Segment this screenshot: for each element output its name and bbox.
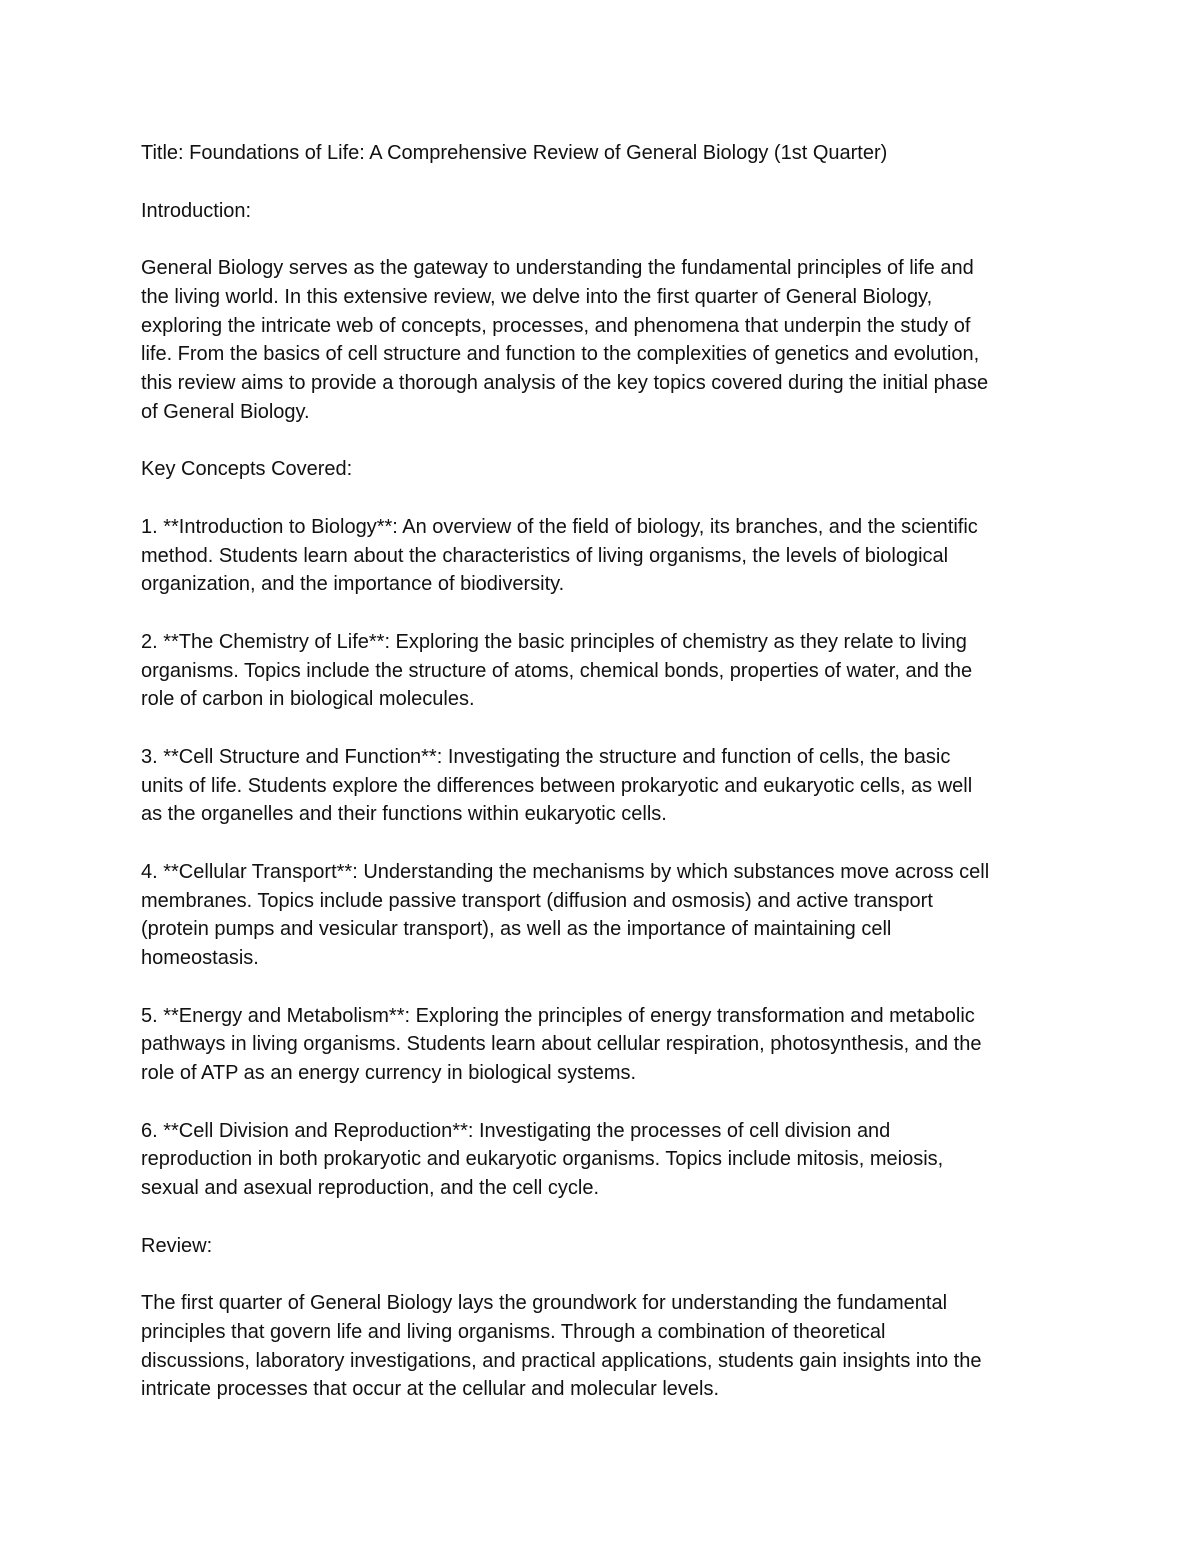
document-title: Title: Foundations of Life: A Comprehensive Review of General Biology (1st Quarter) <box>141 142 888 164</box>
key-concept-item: 3. **Cell Structure and Function**: Investigating the structure and function of cells, the basic units of life. Students explore the differences between prokaryotic and eukaryotic cells, as well as the organelles and their functions within eukaryotic cells. <box>141 745 973 826</box>
introduction-heading: Introduction: <box>141 199 252 222</box>
key-concept-item: 2. **The Chemistry of Life**: Exploring the basic principles of chemistry as they relate to living organisms. Topics include the structure of atoms, chemical bonds, properties of water, and the role of carbon in biological molecules. <box>141 630 973 711</box>
key-concept-item: 6. **Cell Division and Reproduction**: Investigating the processes of cell division and reproduction in both prokaryotic and eukaryotic organisms. Topics include mitosis, meiosis, sexual and asexual reproduction, and the cell cycle. <box>141 1119 944 1199</box>
review-heading: Review: <box>141 1234 213 1257</box>
document-body <box>141 139 1066 1404</box>
key-concept-item: 4. **Cellular Transport**: Understanding the mechanisms by which substances move across cell membranes. Topics include passive transport (diffusion and osmosis) and active transport (protein pumps and vesicular transport), as well as the importance of maintaining cell homeostasis. <box>141 860 990 969</box>
key-concepts-heading: Key Concepts Covered: <box>141 458 353 481</box>
review-paragraph: The first quarter of General Biology lays the groundwork for understanding the fundamental principles that govern life and living organisms. Through a combination of theoretical discussions, laboratory investigations, and practical applications, students gain insights into the intricate processes that occur at the cellular and molecular levels. <box>141 1292 982 1401</box>
key-concept-item: 1. **Introduction to Biology**: An overview of the field of biology, its branches, and the scientific method. Students learn about the characteristics of living organisms, the levels of biological organization, and the importance of biodiversity. <box>141 515 978 596</box>
introduction-paragraph: General Biology serves as the gateway to understanding the fundamental principles of life and the living world. In this extensive review, we delve into the first quarter of General Biology, exploring the intricate web of concepts, processes, and phenomena that underpin the study of life. From the basics of cell structure and function to the complexities of genetics and evolution, this review aims to provide a thorough analysis of the key topics covered during the initial phase of General Biology. <box>141 257 989 423</box>
key-concept-item: 5. **Energy and Metabolism**: Exploring the principles of energy transformation and metabolic pathways in living organisms. Students learn about cellular respiration, photosynthesis, and the role of ATP as an energy currency in biological systems. <box>141 1004 982 1084</box>
